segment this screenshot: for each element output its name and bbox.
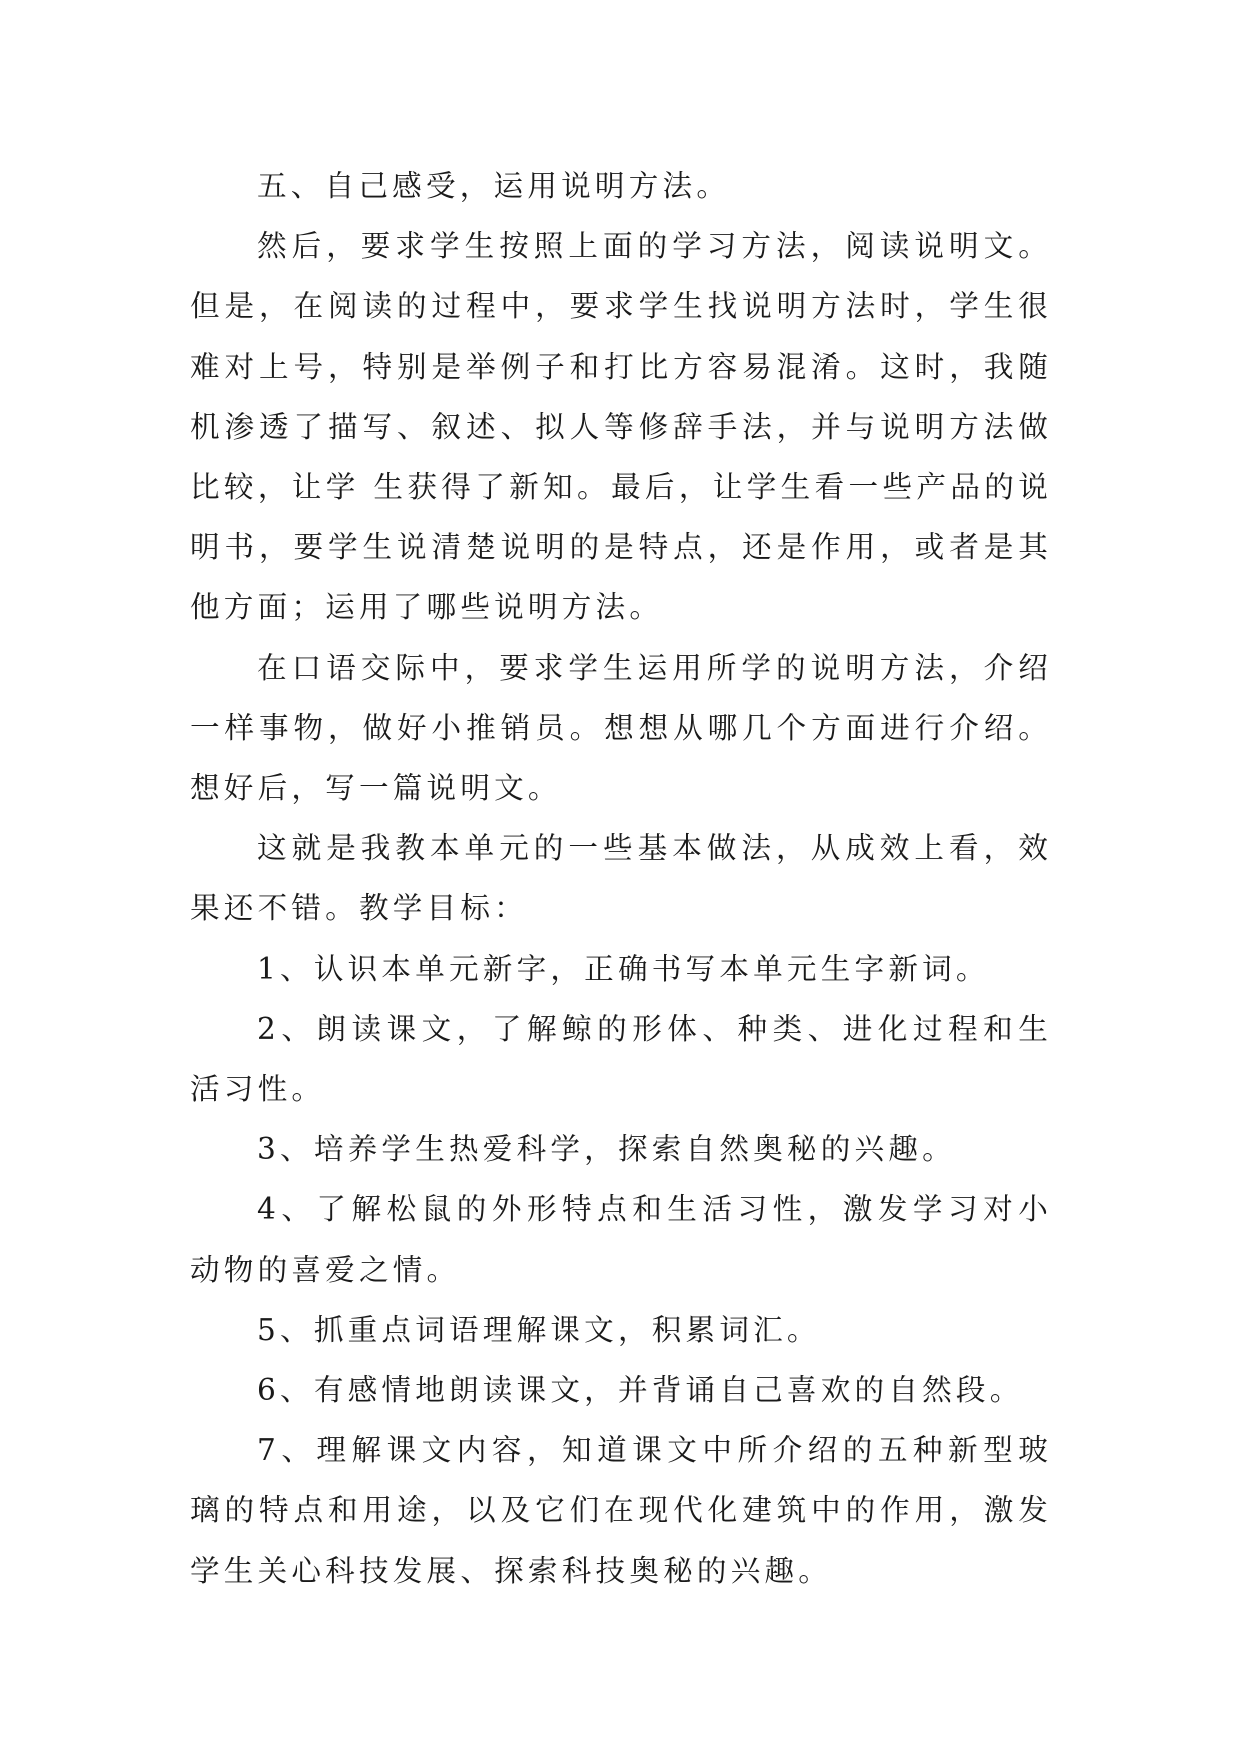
list-item: 1、认识本单元新字，正确书写本单元生字新词。	[257, 951, 990, 986]
paragraph: 在口语交际中，要求学生运用所学的说明方法，介绍一样事物，做好小推销员。想想从哪几个方面进行介绍。想好后，写一篇说明文。	[190, 650, 1052, 806]
list-item: 7、理解课文内容，知道课文中所介绍的五种新型玻璃的特点和用途，以及它们在现代化建筑中的作用，激发学生关心科技发展、探索科技奥秘的兴趣。	[190, 1433, 1052, 1588]
paragraph: 五、自己感受，运用说明方法。	[257, 169, 731, 203]
paragraph: 然后，要求学生按照上面的学习方法，阅读说明文。但是，在阅读的过程中，要求学生找说明方法时，学生很难对上号，特别是举例子和打比方容易混淆。这时，我随机渗透了描写、叙述、拟人等修辞手法，并与说明方法做比较，让学 生获得了新知。最后，让学生看一些产品的说明书，要学生说清楚说明的是特点，还是作用，或者是其他方面；运用了哪些说明方法。	[190, 229, 1052, 625]
document-body	[190, 156, 1052, 1601]
list-item: 5、抓重点词语理解课文，积累词汇。	[257, 1312, 821, 1347]
list-item: 4、了解松鼠的外形特点和生活习性，激发学习对小动物的喜爱之情。	[190, 1192, 1052, 1287]
list-item: 2、朗读课文，了解鲸的形体、种类、进化过程和生活习性。	[190, 1011, 1052, 1107]
paragraph: 这就是我教本单元的一些基本做法，从成效上看，效果还不错。教学目标：	[190, 831, 1052, 926]
list-item: 3、培养学生热爱科学，探索自然奥秘的兴趣。	[257, 1132, 956, 1167]
list-item: 6、有感情地朗读课文，并背诵自己喜欢的自然段。	[257, 1373, 1024, 1408]
